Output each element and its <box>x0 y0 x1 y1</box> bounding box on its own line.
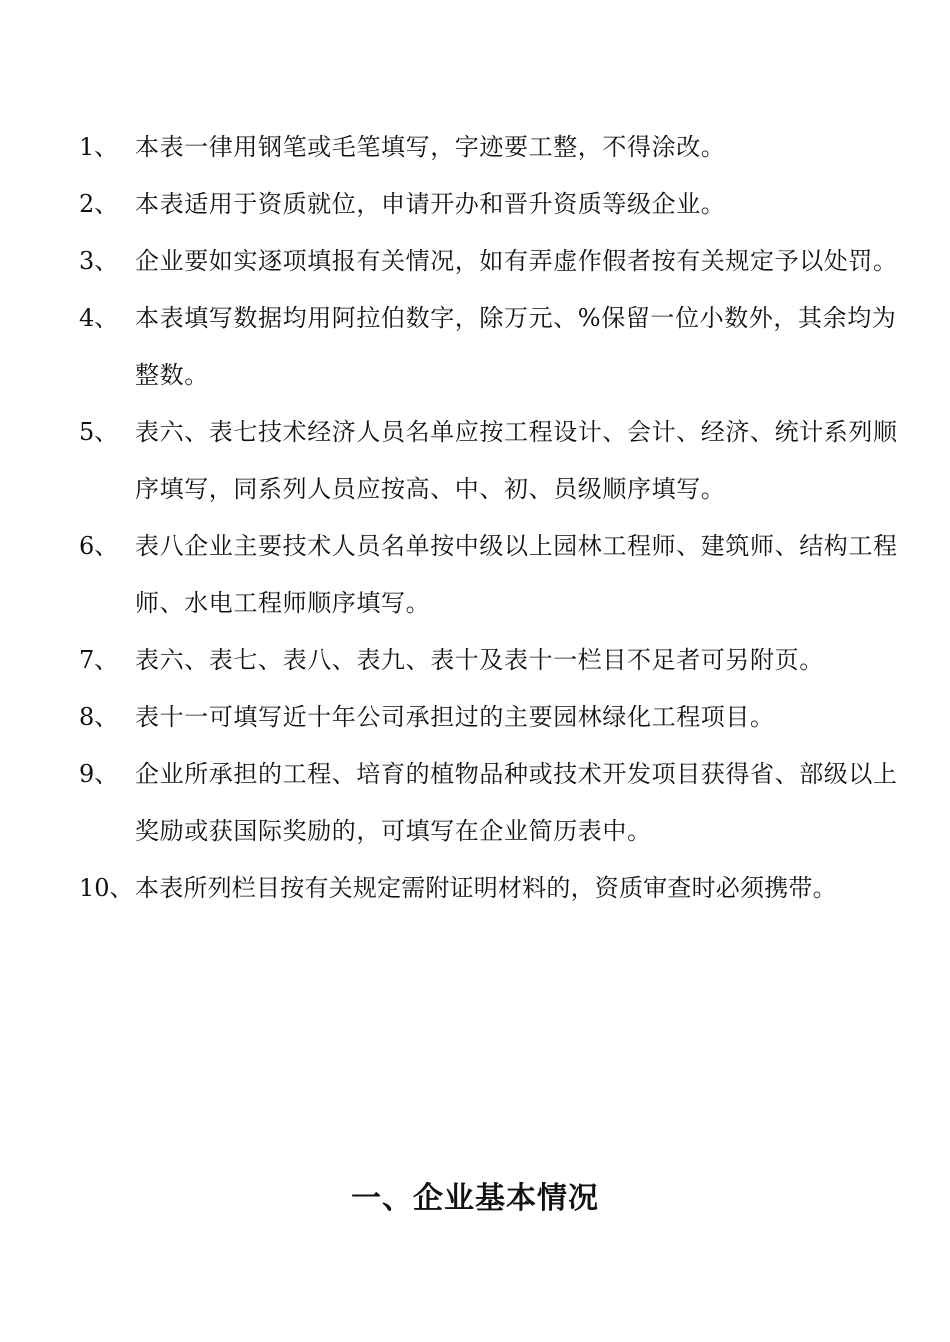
instruction-item-3 <box>79 233 919 290</box>
instruction-item-4 <box>79 290 919 404</box>
instruction-text: 本表所列栏目按有关规定需附证明材料的，资质审查时必须携带。 <box>135 874 837 902</box>
instruction-number: 7、 <box>79 646 119 674</box>
instruction-item-9 <box>79 746 919 860</box>
instruction-item-10 <box>79 860 919 917</box>
instruction-item-6 <box>79 518 919 632</box>
instruction-text: 本表填写数据均用阿拉伯数字，除万元、%保留一位小数外，其余均为整数。 <box>135 304 897 389</box>
instruction-item-5 <box>79 404 919 518</box>
instruction-number: 6、 <box>79 532 119 560</box>
instruction-item-8 <box>79 689 919 746</box>
instruction-text: 企业要如实逐项填报有关情况，如有弄虚作假者按有关规定予以处罚。 <box>135 247 898 275</box>
instruction-number: 8、 <box>79 703 119 731</box>
instruction-number: 2、 <box>79 190 119 218</box>
instruction-text: 表八企业主要技术人员名单按中级以上园林工程师、建筑师、结构工程师、水电工程师顺序填写。 <box>135 532 898 617</box>
instruction-number: 4、 <box>79 304 119 332</box>
instruction-text: 企业所承担的工程、培育的植物品种或技术开发项目获得省、部级以上奖励或获国际奖励的，可填写在企业简历表中。 <box>135 760 898 845</box>
instruction-text: 本表适用于资质就位，申请开办和晋升资质等级企业。 <box>135 190 726 218</box>
instruction-text: 本表一律用钢笔或毛笔填写，字迹要工整，不得涂改。 <box>135 133 726 161</box>
instruction-text: 表十一可填写近十年公司承担过的主要园林绿化工程项目。 <box>135 703 775 731</box>
section-heading: 一、企业基本情况 <box>351 1181 599 1216</box>
instruction-number: 9、 <box>79 760 119 788</box>
instruction-item-1 <box>79 119 919 176</box>
instruction-text: 表六、表七、表八、表九、表十及表十一栏目不足者可另附页。 <box>135 646 824 674</box>
instruction-item-2 <box>79 176 919 233</box>
instruction-item-7 <box>79 632 919 689</box>
filling-instructions-list <box>79 119 919 917</box>
instruction-text: 表六、表七技术经济人员名单应按工程设计、会计、经济、统计系列顺序填写，同系列人员应按高、中、初、员级顺序填写。 <box>135 418 898 503</box>
instruction-number: 10、 <box>79 874 134 902</box>
instruction-number: 5、 <box>79 418 119 446</box>
instruction-number: 3、 <box>79 247 119 275</box>
instruction-number: 1、 <box>79 133 119 161</box>
